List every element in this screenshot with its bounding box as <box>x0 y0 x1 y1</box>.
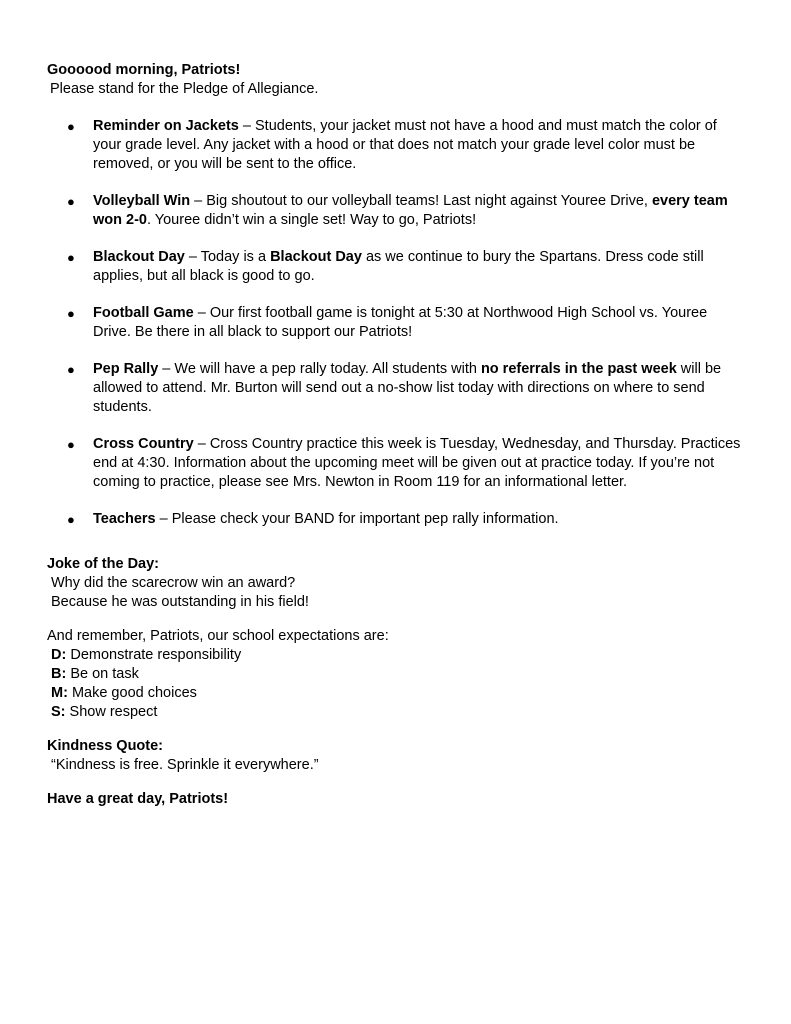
item-title: Cross Country <box>93 436 194 452</box>
item-title: Teachers <box>93 511 156 527</box>
bullet-icon: ● <box>67 250 75 265</box>
expectation-text: Be on task <box>66 666 139 682</box>
expectation-item <box>47 665 747 684</box>
expectation-item <box>47 684 747 703</box>
list-item <box>47 435 747 492</box>
item-title: Volleyball Win <box>93 193 191 209</box>
item-emphasis: no referrals in the past week <box>480 361 677 377</box>
list-item <box>47 360 747 417</box>
closing-line: Have a great day, Patriots! <box>47 791 229 807</box>
item-text: . Youree didn’t win a single set! Way to go, Patriots! <box>146 212 477 228</box>
item-text: – Today is a <box>184 249 271 265</box>
bullet-icon: ● <box>67 194 75 209</box>
bullet-icon: ● <box>67 362 75 377</box>
item-title: Pep Rally <box>93 361 159 377</box>
expectation-letter: S: <box>51 704 66 720</box>
joke-question: Why did the scarecrow win an award? <box>51 575 296 591</box>
item-emphasis: every team won 2-0 <box>93 193 728 228</box>
announcement-page <box>47 0 747 809</box>
expectation-letter: B: <box>51 666 67 682</box>
expectation-item <box>47 646 747 665</box>
bullet-icon: ● <box>67 306 75 321</box>
item-text: – Our first football game is tonight at 5:30 at Northwood High School vs. Youree Drive. Be there in all black to support our Patriots! <box>93 305 708 340</box>
expectation-item <box>47 703 747 722</box>
greeting: Goooood morning, Patriots! <box>47 62 241 78</box>
expectations-list <box>47 646 747 722</box>
kindness-quote: “Kindness is free. Sprinkle it everywhere.” <box>51 757 319 773</box>
joke-answer: Because he was outstanding in his field! <box>51 594 309 610</box>
joke-heading: Joke of the Day: <box>47 556 159 572</box>
list-item <box>47 192 747 230</box>
announcement-list <box>47 117 747 529</box>
item-text: will be allowed to attend. Mr. Burton will send out a no-show list today with directions on where to send students. <box>93 361 722 415</box>
item-text: – We will have a pep rally today. All students with <box>158 361 481 377</box>
expectation-text: Demonstrate responsibility <box>66 647 242 663</box>
list-item <box>47 248 747 286</box>
list-item <box>47 304 747 342</box>
item-text: – Cross Country practice this week is Tuesday, Wednesday, and Thursday. Practices end at 4:30. Information about the upcoming meet will be given out at practice today. If you’re not coming to practice, please see Mrs. Newton in Room 119 for an informational letter. <box>93 436 741 490</box>
item-title: Blackout Day <box>93 249 185 265</box>
list-item <box>47 117 747 174</box>
item-text: – Students, your jacket must not have a hood and must match the color of your grade level. Any jacket with a hood or that does not match your grade level color must be removed, or you will be sent to the office. <box>93 118 717 172</box>
item-text: – Please check your BAND for important pep rally information. <box>155 511 559 527</box>
bullet-icon: ● <box>67 119 75 134</box>
item-text: as we continue to bury the Spartans. Dress code still applies, but all black is good to go. <box>93 249 704 284</box>
kindness-heading: Kindness Quote: <box>47 738 164 754</box>
expectation-letter: M: <box>51 685 68 701</box>
list-item <box>47 510 747 529</box>
item-title: Football Game <box>93 305 194 321</box>
item-text: – Big shoutout to our volleyball teams! Last night against Youree Drive, <box>190 193 652 209</box>
expectations-intro: And remember, Patriots, our school expectations are: <box>47 628 389 644</box>
expectation-letter: D: <box>51 647 67 663</box>
expectation-text: Make good choices <box>67 685 197 701</box>
bullet-icon: ● <box>67 512 75 527</box>
bullet-icon: ● <box>67 437 75 452</box>
pledge-line: Please stand for the Pledge of Allegiance. <box>50 81 319 97</box>
item-title: Reminder on Jackets <box>93 118 239 134</box>
item-emphasis: Blackout Day <box>270 249 362 265</box>
expectation-text: Show respect <box>65 704 158 720</box>
